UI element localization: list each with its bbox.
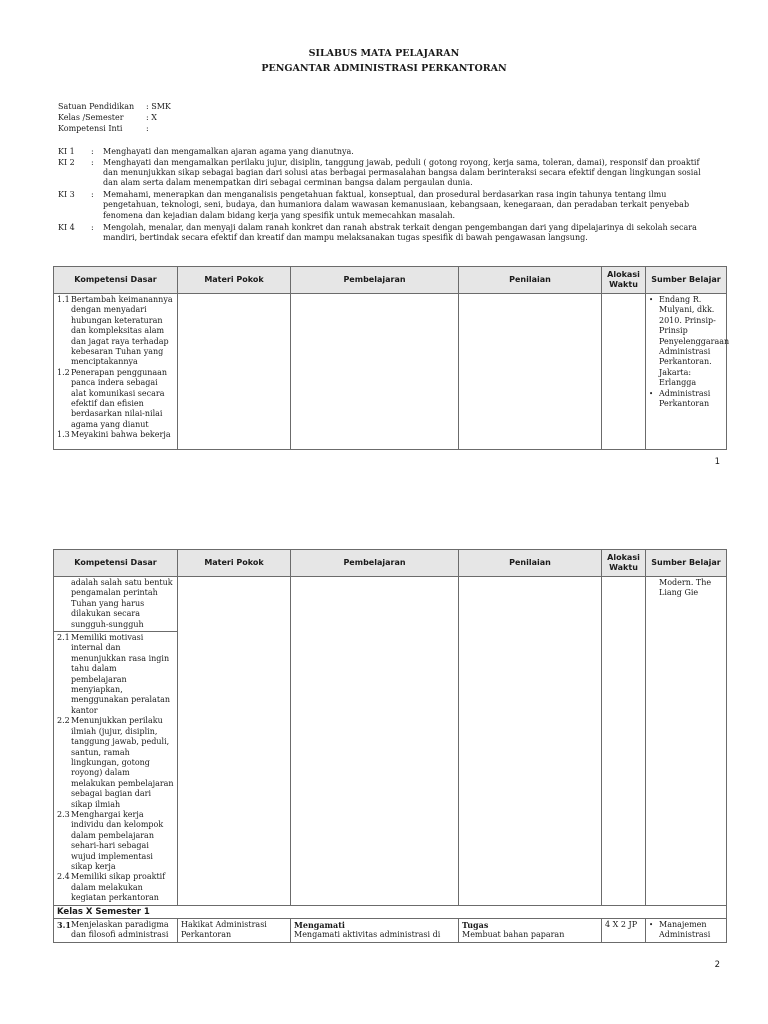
- ki-colon: :: [91, 147, 94, 156]
- header-sumber-belajar: Sumber Belajar: [646, 550, 727, 577]
- kd-number: 1.3: [57, 430, 70, 440]
- kd-number: 2.4: [57, 872, 70, 882]
- kd-text: Menghargai kerja individu dan kelompok dalam pembelajaran sehari-hari sebagai wujud implementasi sikap kerja: [71, 809, 164, 871]
- kd-number: 2.1: [57, 633, 70, 643]
- meta-row-satuan: [58, 102, 358, 113]
- sumber-text: Administrasi Perkantoran: [659, 388, 711, 409]
- pembelajaran-cell: [291, 919, 459, 943]
- meta-label: Satuan Pendidikan: [58, 102, 135, 111]
- ki-text: Memahami, menerapkan dan menganalisis pengetahuan faktual, konseptual, dan prosedural berdasarkan rasa ingin tahunya tentang ilmu pengetahuan, teknologi, seni, budaya, dan humaniora dalam wawasan kemanusiaan, kebangsaan, kenegaraan, dan peradaban terkait penyebab fenomena dan kejadian dalam bidang kerja yang spesifik untuk memecahkan masalah.: [103, 190, 690, 220]
- header-penilaian: Penilaian: [459, 267, 602, 294]
- kd-number: 1.2: [57, 367, 70, 377]
- sumber-item: [649, 920, 723, 941]
- meta-value: : X: [146, 113, 157, 122]
- syllabus-table-page-2: [53, 549, 727, 943]
- kompetensi-inti-list: [58, 147, 718, 247]
- header-penilaian: Penilaian: [459, 550, 602, 577]
- kd-text: Bertambah keimanannya dengan menyadari hubungan keteraturan dan kompleksitas alam dan jagat raya terhadap kebesaran Tuhan yang menciptakannya: [71, 295, 173, 367]
- ki-colon: :: [91, 223, 94, 232]
- ki-code: KI 3: [58, 190, 75, 199]
- header-pembelajaran: Pembelajaran: [291, 267, 459, 294]
- meta-label: Kelas /Semester: [58, 113, 124, 122]
- header-materi-pokok: Materi Pokok: [178, 267, 291, 294]
- ki-text: Mengolah, menalar, dan menyaji dalam ranah konkret dan ranah abstrak terkait dengan pengembangan dari yang dipelajarinya di sekolah secara mandiri, bertindak secara efektif dan kreatif dan mampu melaksanakan tugas spesifik di bawah pengawasan langsung.: [103, 223, 697, 243]
- kd-item-2-2: [57, 716, 174, 810]
- table-header-row: [54, 267, 727, 294]
- pembelajaran-text: Mengamati aktivitas administrasi di: [294, 930, 441, 940]
- kd-text: Memiliki motivasi internal dan menunjukkan rasa ingin tahu dalam pembelajaran menyiapkan, menggunakan peralatan kantor: [71, 633, 171, 715]
- materi-cell: [178, 577, 291, 906]
- table-header-row: [54, 550, 727, 577]
- document-title: SILABUS MATA PELAJARAN: [308, 48, 460, 59]
- kd-item-1-3: [57, 430, 174, 440]
- bullet-icon: •: [649, 921, 654, 929]
- meta-value: :: [146, 124, 149, 133]
- semester-label: Kelas X Semester 1: [54, 905, 727, 918]
- penilaian-heading: Tugas: [462, 920, 489, 930]
- ki-colon: :: [91, 157, 94, 167]
- kd-text: Memiliki sikap proaktif dalam melakukan kegiatan perkantoran: [71, 872, 166, 903]
- kd-text: Menjelaskan paradigma dan filosofi administrasi: [71, 920, 169, 940]
- semester-row: [54, 905, 727, 918]
- table-row: [54, 919, 727, 943]
- ki-code: KI 2: [58, 157, 75, 167]
- kd-cell: [54, 919, 178, 943]
- ki-code: KI 1: [58, 147, 75, 156]
- meta-label: Kompetensi Inti: [58, 124, 123, 133]
- bullet-icon: •: [649, 389, 654, 398]
- kd-text: Menunjukkan perilaku ilmiah (jujur, disiplin, tanggung jawab, peduli, santun, ramah lingkungan, gotong royong) dalam melakukan pembelajaran sebagai bagian dari sikap ilmiah: [71, 716, 174, 809]
- kd-text: Meyakini bahwa bekerja: [71, 430, 171, 440]
- pembelajaran-heading: Mengamati: [294, 920, 345, 930]
- alokasi-cell: 4 X 2 JP: [602, 919, 646, 943]
- kd-text: Penerapan penggunaan panca indera sebagai alat komunikasi secara efektif dan efisien berdasarkan nilai-nilai agama yang dianut: [71, 367, 168, 429]
- syllabus-table-page-1: [53, 266, 730, 450]
- sumber-item: [649, 389, 723, 410]
- penilaian-text: Membuat bahan paparan: [462, 930, 565, 940]
- kd-number: 2.2: [57, 716, 70, 726]
- penilaian-cell: [459, 577, 602, 906]
- kd-item-1-1: [57, 295, 174, 368]
- kd-item-1-2: [57, 368, 174, 430]
- ki-code: KI 4: [58, 223, 75, 232]
- sumber-cell: [646, 919, 727, 943]
- alokasi-cell: [602, 294, 646, 450]
- kd-item-2-1: [57, 633, 174, 716]
- header-kompetensi-dasar: Kompetensi Dasar: [54, 267, 178, 294]
- sumber-text: Endang R. Mulyani, dkk. 2010. Prinsip-Prinsip Penyelenggaraan Administrasi Perkantoran. Jakarta: Erlangga: [659, 295, 730, 388]
- ki-colon: :: [91, 190, 94, 199]
- ki-text: Menghayati dan mengamalkan perilaku jujur, disiplin, tanggung jawab, peduli ( gotong royong, kerja sama, toleran, damai), responsif dan proaktif dan menunjukkan sikap sebagai bagian dari solusi atas berbagai permasalahan bangsa dalam berinteraksi secara efektif dengan lingkungan sosial dan alam serta dalam menempatkan diri sebagai cerminan bangsa dalam pergaulan dunia.: [103, 157, 701, 188]
- table-row: [54, 294, 727, 450]
- pembelajaran-cell: [291, 577, 459, 906]
- sumber-item: [649, 295, 730, 389]
- header-alokasi-waktu: Alokasi Waktu: [602, 550, 646, 577]
- kd-cell: [54, 294, 178, 450]
- penilaian-cell: [459, 294, 602, 450]
- kd-number: 3.1: [57, 920, 71, 930]
- header-pembelajaran: Pembelajaran: [291, 550, 459, 577]
- kd-cell: [54, 577, 178, 906]
- bullet-icon: •: [649, 296, 654, 304]
- meta-row-kelas: [58, 113, 358, 124]
- document-subtitle: PENGANTAR ADMINISTRASI PERKANTORAN: [261, 63, 507, 74]
- materi-cell: Hakikat Administrasi Perkantoran: [178, 919, 291, 943]
- sumber-text: Manajemen Administrasi: [659, 920, 711, 940]
- sumber-continuation: Modern. The Liang Gie: [659, 578, 712, 598]
- identity-block: [58, 102, 358, 136]
- penilaian-cell: [459, 919, 602, 943]
- kd-continuation: adalah salah satu bentuk pengamalan perintah Tuhan yang harus dilakukan secara sungguh-sungguh: [54, 577, 177, 632]
- kd-item-3-1: [57, 920, 174, 941]
- sumber-cell: [646, 294, 730, 450]
- meta-value: : SMK: [146, 102, 171, 111]
- sumber-cell: [646, 577, 727, 906]
- table-row: [54, 577, 727, 906]
- page-number-1: 1: [714, 457, 720, 467]
- kd-number: 2.3: [57, 809, 70, 819]
- kd-item-2-3: [57, 810, 174, 872]
- kd-item-2-4: [57, 872, 174, 903]
- kd-number: 1.1: [57, 295, 70, 304]
- header-materi-pokok: Materi Pokok: [178, 550, 291, 577]
- meta-row-kompetensi-inti: [58, 124, 358, 135]
- materi-cell: [178, 294, 291, 450]
- pembelajaran-cell: [291, 294, 459, 450]
- header-sumber-belajar: Sumber Belajar: [646, 267, 727, 294]
- ki-text: Menghayati dan mengamalkan ajaran agama yang dianutnya.: [103, 147, 354, 156]
- alokasi-cell: [602, 577, 646, 906]
- header-kompetensi-dasar: Kompetensi Dasar: [54, 550, 178, 577]
- page-number-2: 2: [714, 960, 720, 970]
- header-alokasi-waktu: Alokasi Waktu: [602, 267, 646, 294]
